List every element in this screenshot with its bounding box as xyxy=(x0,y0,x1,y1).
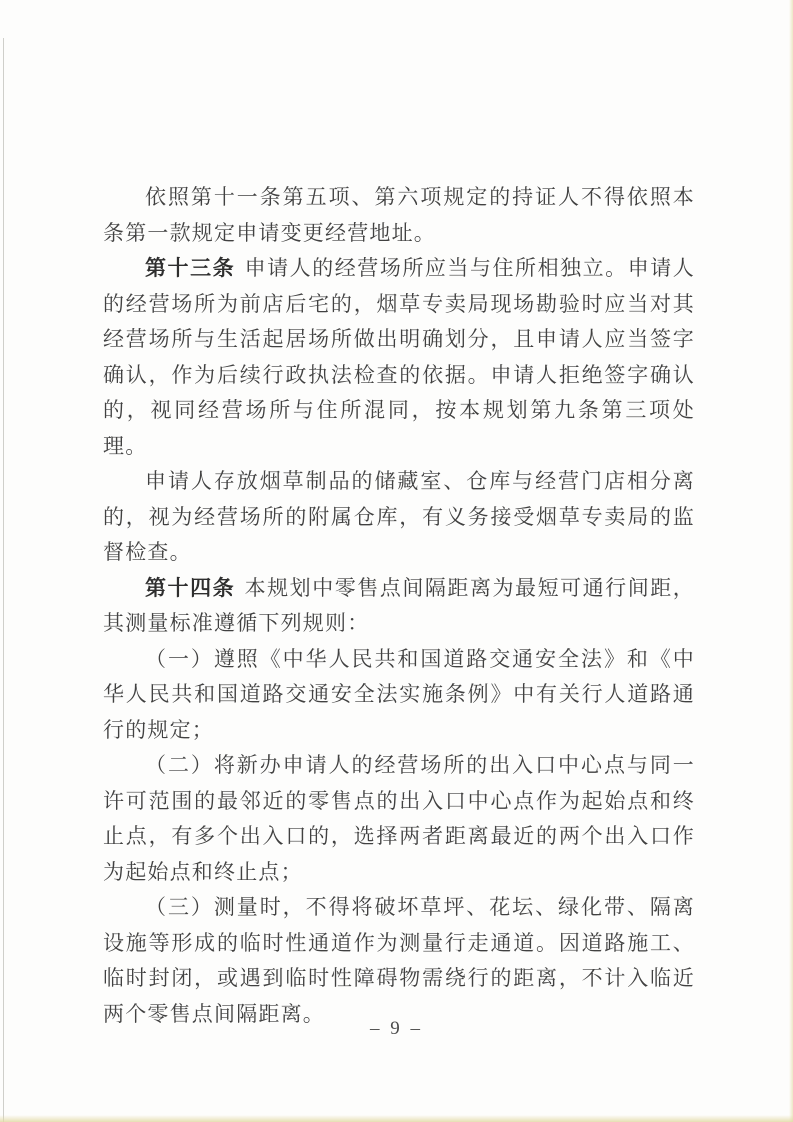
paragraph: 第十四条 本规划中零售点间隔距离为最短可通行间距，其测量标准遵循下列规则： xyxy=(103,575,695,635)
paragraph: 第十三条 申请人的经营场所应当与住所相独立。申请人的经营场所为前店后宅的，烟草专卖局现场勘验时应当对其经营场所与生活起居场所做出明确划分，且申请人应当签字确认，作为后续行政执法检查的依据。申请人拒绝签字确认的，视同经营场所与住所混同，按本规划第九条第三项处理。 xyxy=(103,256,695,458)
page-number: – 9 – xyxy=(370,1018,423,1039)
paragraph: （一）遵照《中华人民共和国道路交通安全法》和《中华人民共和国道路交通安全法实施条例》中有关行人道路通行的规定； xyxy=(103,646,695,742)
paragraph: （二）将新办申请人的经营场所的出入口中心点与同一许可范围的最邻近的零售点的出入口中心点作为起始点和终止点，有多个出入口的，选择两者距离最近的两个出入口作为起始点和终止点； xyxy=(103,753,695,884)
scan-edge-bottom xyxy=(0,1115,793,1122)
scan-edge-left xyxy=(3,38,4,1122)
paragraph: 依照第十一条第五项、第六项规定的持证人不得依照本条第一款规定申请变更经营地址。 xyxy=(103,185,695,245)
article-number: 第十四条 xyxy=(145,575,236,600)
article-number: 第十三条 xyxy=(145,256,236,280)
scan-edge-right xyxy=(789,0,793,1122)
paragraph: 申请人存放烟草制品的储藏室、仓库与经营门店相分离的，视为经营场所的附属仓库，有义务接受烟草专卖局的监督检查。 xyxy=(103,469,695,564)
document-body xyxy=(103,180,695,1032)
paragraph: （三）测量时，不得将破坏草坪、花坛、绿化带、隔离设施等形成的临时性通道作为测量行走通道。因道路施工、临时封闭，或遇到临时性障碍物需绕行的距离，不计入临近两个零售点间隔距离。 xyxy=(103,895,695,1026)
